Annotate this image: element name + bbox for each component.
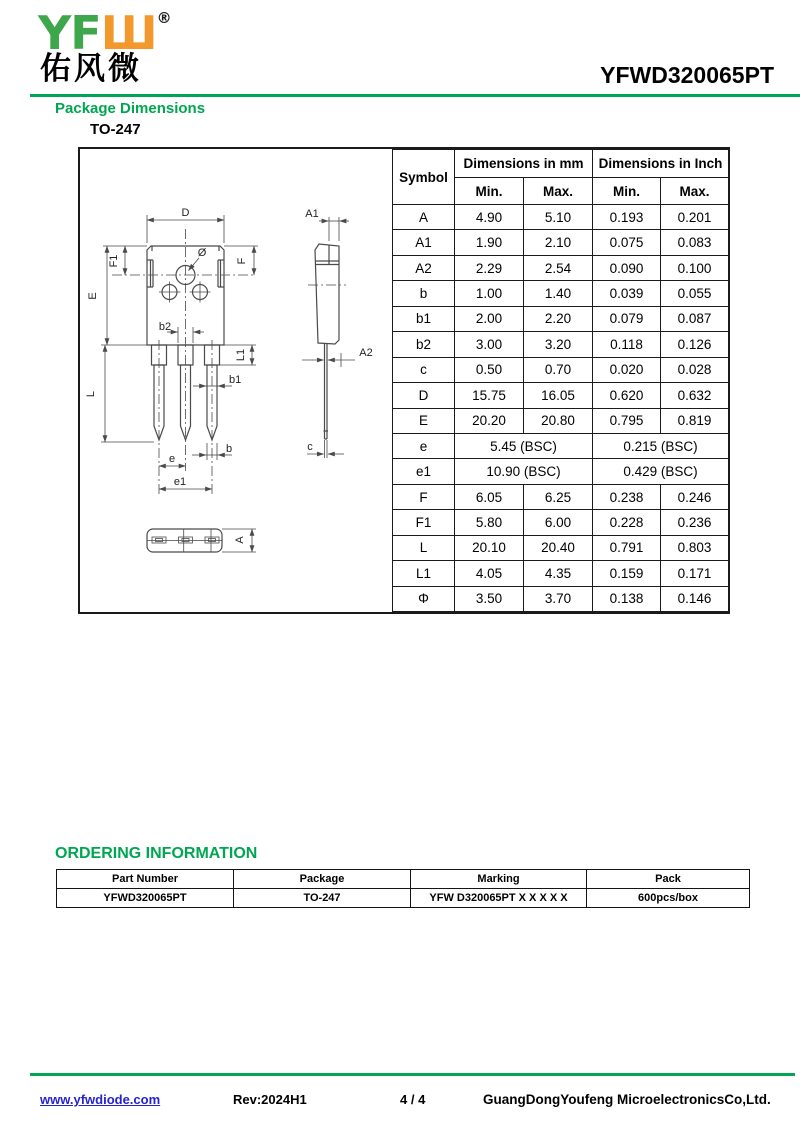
to247-outline-drawing: [80, 149, 392, 612]
package-drawing: [80, 149, 392, 612]
package-figure-box: [78, 147, 730, 614]
label-e1: e1: [173, 476, 187, 488]
col-header-mm-max: Max.: [524, 178, 593, 205]
logo-yf-text: YF: [38, 6, 101, 60]
label-c: c: [307, 441, 313, 453]
label-L1: L1: [235, 348, 247, 362]
bottom-view: [147, 529, 222, 552]
table-row: L 20.10 20.40 0.791 0.803: [393, 535, 729, 560]
col-header-symbol: Symbol: [393, 150, 455, 205]
section-title-ordering-information: ORDERING INFORMATION: [55, 845, 258, 862]
logo-chinese-name: 佑风微: [40, 51, 142, 87]
col-header-marking: Marking: [411, 870, 587, 889]
col-header-pack: Pack: [587, 870, 750, 889]
logo-u-glyph: Ш: [100, 6, 157, 60]
ordering-table: [56, 869, 750, 908]
ordering-marking: YFW D320065PT X X X X X: [411, 889, 587, 908]
ordering-pack: 600pcs/box: [587, 889, 750, 908]
label-e: e: [168, 453, 176, 465]
table-row: A1 1.90 2.10 0.075 0.083: [393, 230, 729, 255]
table-row-merged: e1 10.90 (BSC) 0.429 (BSC): [393, 459, 729, 484]
label-F1: F1: [108, 254, 120, 268]
dimension-lines: [105, 220, 355, 552]
header-divider: [30, 94, 800, 97]
label-A: A: [234, 536, 246, 544]
website-link[interactable]: www.yfwdiode.com: [40, 1092, 161, 1107]
label-E: E: [87, 292, 99, 300]
label-b1: b1: [229, 374, 242, 386]
table-row: E 20.20 20.80 0.795 0.819: [393, 408, 729, 433]
registered-trademark-icon: ®: [156, 9, 172, 27]
table-row: A 4.90 5.10 0.193 0.201: [393, 205, 729, 230]
table-row: L1 4.05 4.35 0.159 0.171: [393, 561, 729, 586]
ordering-header-row: [57, 870, 750, 889]
col-header-package: Package: [234, 870, 411, 889]
dimensions-table: [392, 149, 729, 612]
ordering-part-number: YFWD320065PT: [57, 889, 234, 908]
table-row: A2 2.29 2.54 0.090 0.100: [393, 255, 729, 280]
label-b2: b2: [158, 321, 172, 333]
label-A2: A2: [359, 347, 373, 359]
label-D: D: [181, 207, 190, 219]
ordering-data-row: [57, 889, 750, 908]
table-row: b2 3.00 3.20 0.118 0.126: [393, 332, 729, 357]
side-view: [315, 244, 339, 439]
col-header-mm: Dimensions in mm: [455, 150, 593, 178]
col-header-in-min: Min.: [593, 178, 661, 205]
ordering-package: TO-247: [234, 889, 411, 908]
label-b: b: [226, 443, 233, 455]
table-row: Φ 3.50 3.70 0.138 0.146: [393, 586, 729, 611]
label-F: F: [236, 257, 248, 265]
part-number-title: YFWD320065PT: [600, 62, 774, 88]
label-diameter: Ø: [197, 247, 207, 259]
label-A1: A1: [305, 208, 319, 220]
col-header-part-number: Part Number: [57, 870, 234, 889]
col-header-inch: Dimensions in Inch: [593, 150, 729, 178]
section-title-package-dimensions: Package Dimensions: [55, 100, 206, 117]
company-logo: [38, 6, 172, 60]
table-row: c 0.50 0.70 0.020 0.028: [393, 357, 729, 382]
revision-label: Rev:2024H1: [233, 1092, 307, 1107]
company-name: GuangDongYoufeng MicroelectronicsCo,Ltd.: [483, 1092, 771, 1107]
col-header-mm-min: Min.: [455, 178, 524, 205]
table-row: F1 5.80 6.00 0.228 0.236: [393, 510, 729, 535]
table-row: b 1.00 1.40 0.039 0.055: [393, 281, 729, 306]
label-L: L: [85, 390, 97, 398]
package-name: TO-247: [90, 121, 141, 138]
table-row: F 6.05 6.25 0.238 0.246: [393, 484, 729, 509]
table-row: D 15.75 16.05 0.620 0.632: [393, 383, 729, 408]
footer-divider: [30, 1073, 795, 1076]
table-row-merged: e 5.45 (BSC) 0.215 (BSC): [393, 433, 729, 458]
table-row: b1 2.00 2.20 0.079 0.087: [393, 306, 729, 331]
page-number: 4 / 4: [400, 1092, 426, 1107]
col-header-in-max: Max.: [661, 178, 729, 205]
